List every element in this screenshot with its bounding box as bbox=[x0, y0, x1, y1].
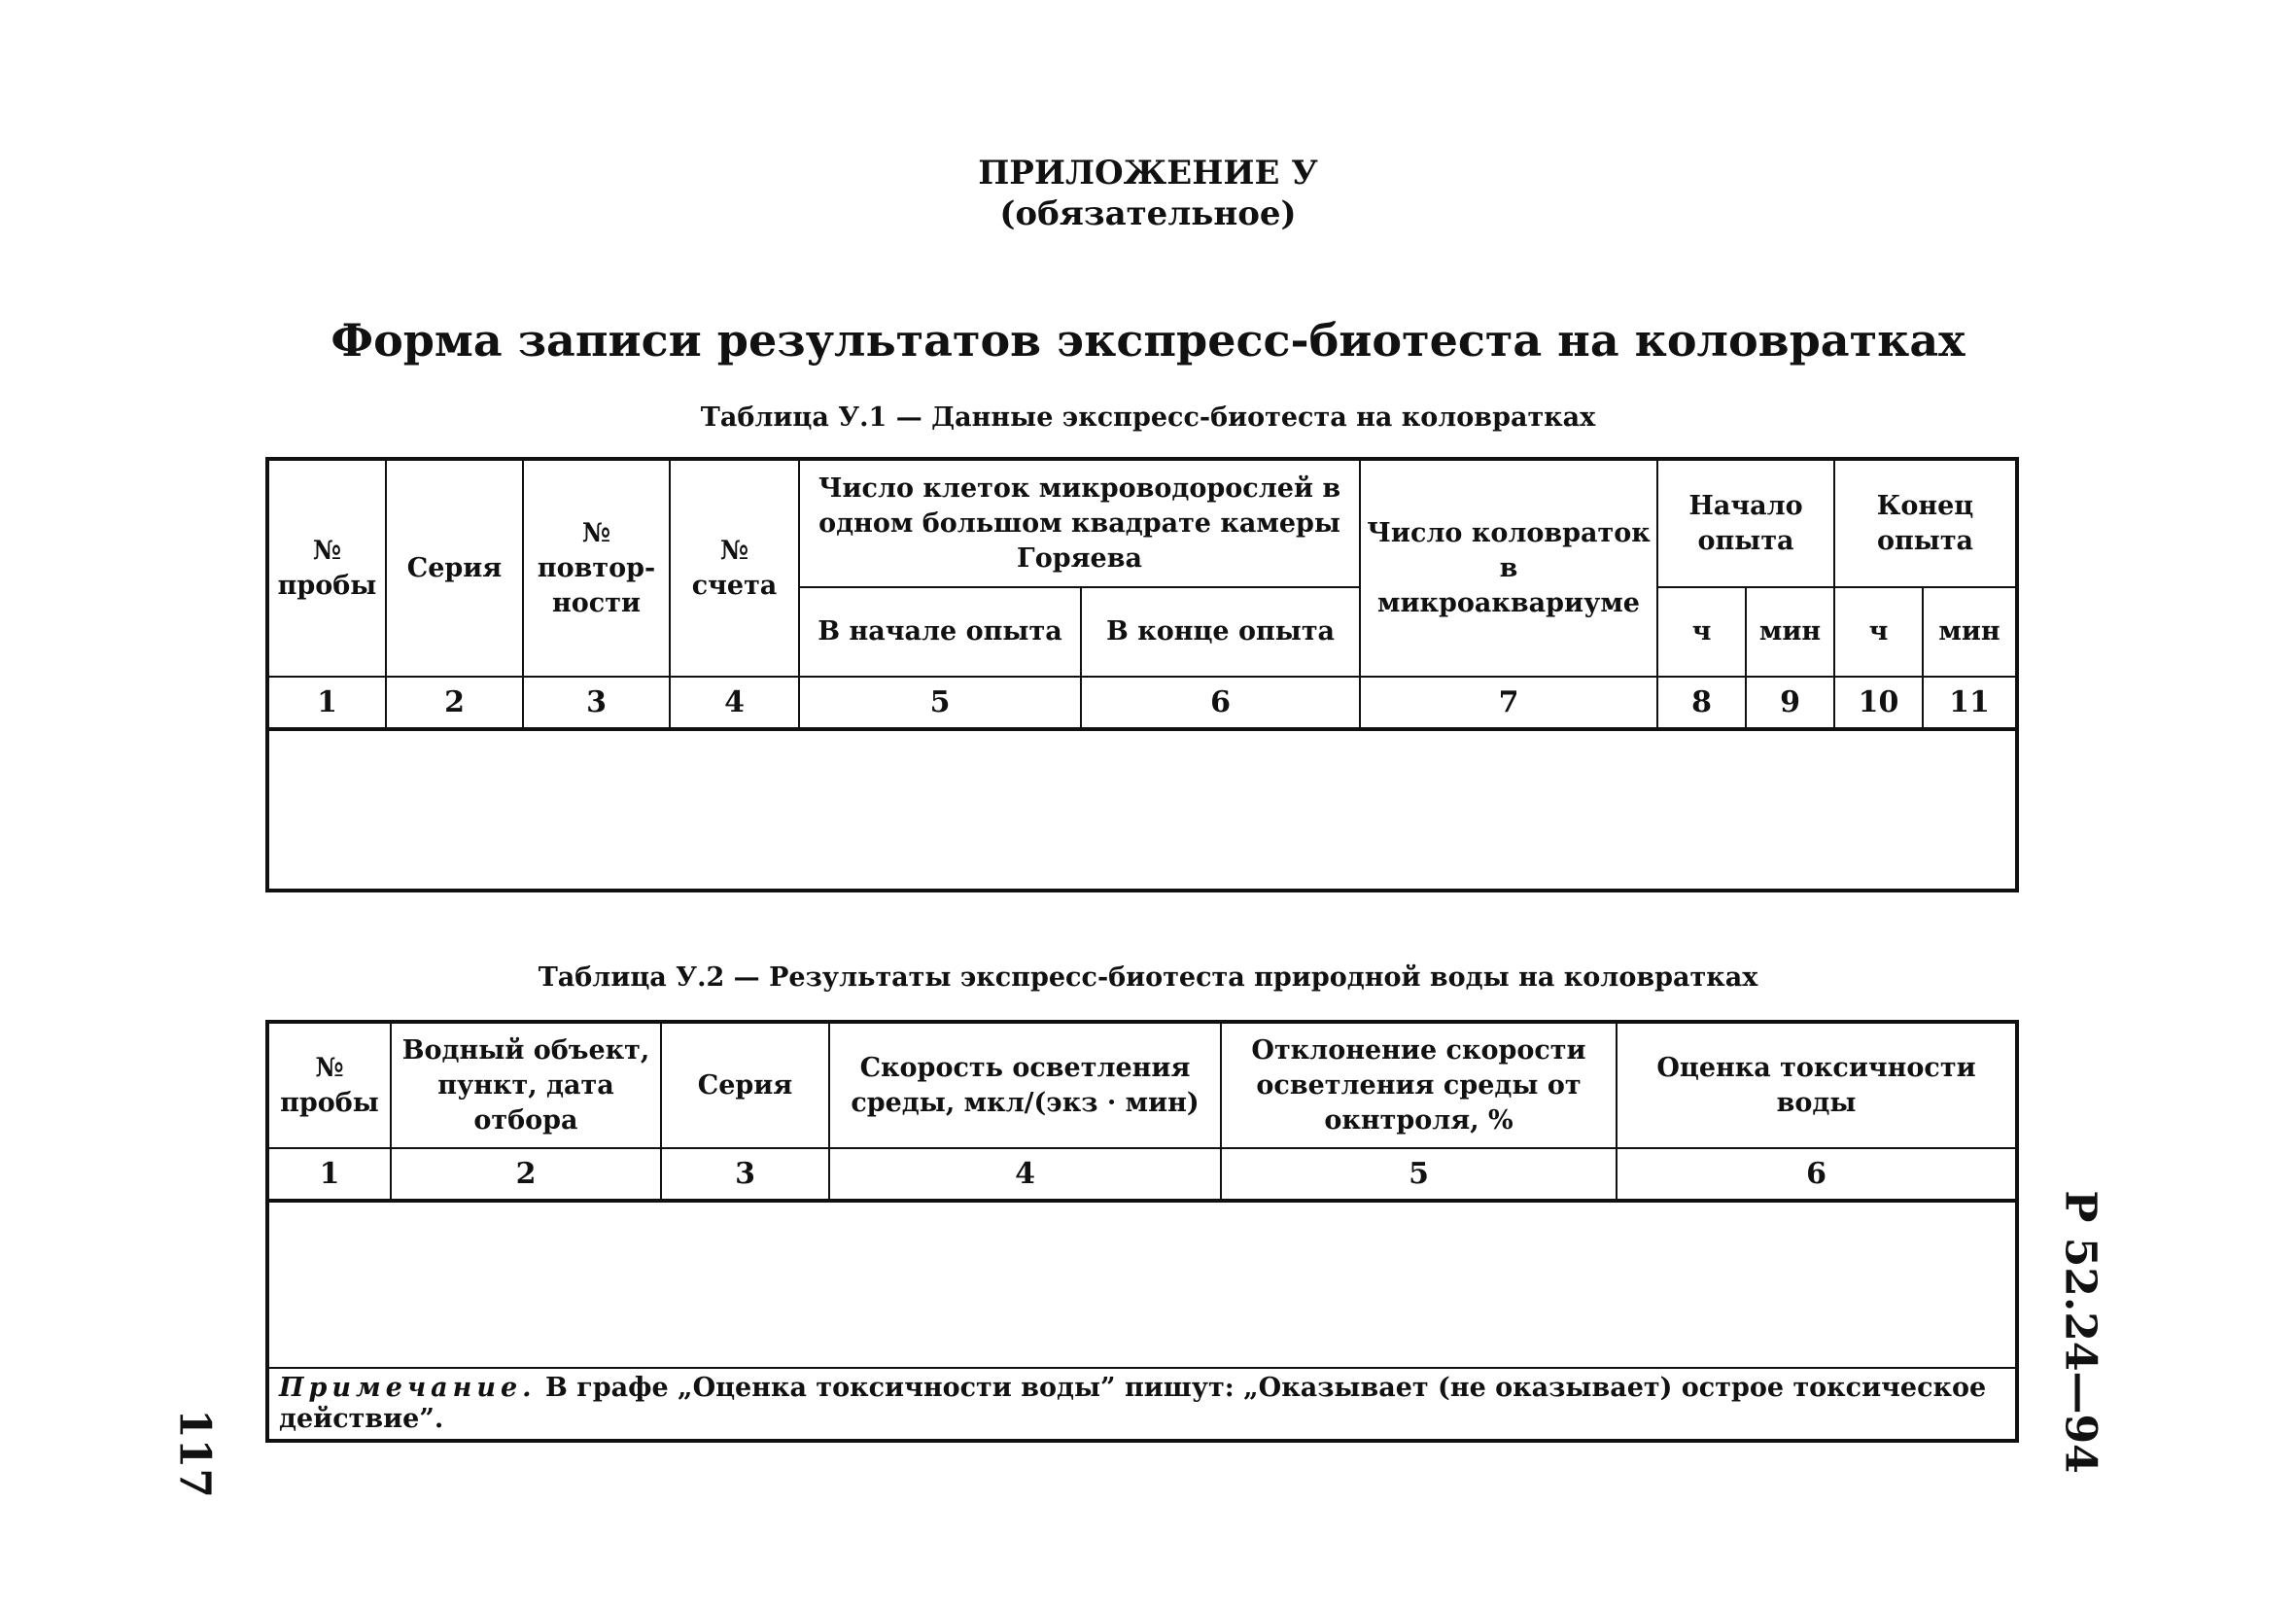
t1-col-number: 1 bbox=[267, 677, 386, 729]
t1-col-number: 4 bbox=[670, 677, 799, 729]
t1-header-repeat-no: № повтор- ности bbox=[523, 459, 670, 677]
t1-col-number: 5 bbox=[799, 677, 1081, 729]
t1-col-number: 2 bbox=[386, 677, 523, 729]
t1-header-sample-no: № пробы bbox=[267, 459, 386, 677]
note-label: Примечание. bbox=[279, 1373, 537, 1403]
t2-col-number: 5 bbox=[1221, 1148, 1617, 1201]
t1-col-number: 8 bbox=[1657, 677, 1746, 729]
t1-col-number: 7 bbox=[1360, 677, 1657, 729]
t2-header-water-body: Водный объект, пункт, дата отбора bbox=[391, 1022, 661, 1148]
t2-data-area bbox=[267, 1201, 2017, 1368]
t2-col-number: 2 bbox=[391, 1148, 661, 1201]
t1-header-exp-end: Конец опыта bbox=[1834, 459, 2017, 587]
page-number bbox=[165, 1381, 224, 1526]
t2-header-series: Серия bbox=[661, 1022, 829, 1148]
document-code-text: Р 52.24—94 bbox=[2055, 1190, 2105, 1474]
t1-header-exp-start: Начало опыта bbox=[1657, 459, 1834, 587]
t2-col-number: 1 bbox=[267, 1148, 391, 1201]
note-text: В графе „Оценка токсичности воды” пишут: „Оказывает (не оказывает) острое токсическое действие”. bbox=[279, 1373, 1987, 1434]
appendix-title: ПРИЛОЖЕНИЕ У bbox=[978, 154, 1318, 192]
t2-note bbox=[267, 1368, 2017, 1441]
table1 bbox=[265, 457, 2019, 892]
t1-header-cells-start: В начале опыта bbox=[799, 587, 1081, 677]
t1-header-cells-group: Число клеток микроводорослей в одном большом квадрате камеры Горяева bbox=[799, 459, 1360, 587]
t1-header-cells-end: В конце опыта bbox=[1081, 587, 1360, 677]
t1-header-rotifers: Число коловраток в микроаквариуме bbox=[1360, 459, 1657, 677]
t1-header-end-hour: ч bbox=[1834, 587, 1923, 677]
page-number-text: 117 bbox=[169, 1409, 220, 1498]
t1-col-number: 9 bbox=[1746, 677, 1834, 729]
form-title: Форма записи результатов экспресс-биотеста на коловратках bbox=[330, 314, 1966, 367]
t1-header-end-min: мин bbox=[1923, 587, 2017, 677]
t2-header-sample-no: № пробы bbox=[267, 1022, 391, 1148]
t1-col-number: 3 bbox=[523, 677, 670, 729]
appendix-subtitle: (обязательное) bbox=[999, 194, 1297, 233]
t2-col-number: 3 bbox=[661, 1148, 829, 1201]
t2-header-deviation: Отклонение скорости осветления среды от окнтроля, % bbox=[1221, 1022, 1617, 1148]
t2-header-clearing-rate: Скорость осветления среды, мкл/(экз · мин) bbox=[829, 1022, 1221, 1148]
table1-caption: Таблица У.1 — Данные экспресс-биотеста на коловратках bbox=[700, 402, 1596, 433]
document-code bbox=[2051, 1190, 2109, 1474]
t1-col-number: 11 bbox=[1923, 677, 2017, 729]
t1-header-count-no: № счета bbox=[670, 459, 799, 677]
t1-header-start-min: мин bbox=[1746, 587, 1834, 677]
t1-header-series: Серия bbox=[386, 459, 523, 677]
t1-header-start-hour: ч bbox=[1657, 587, 1746, 677]
table2-caption: Таблица У.2 — Результаты экспресс-биотеста природной воды на коловратках bbox=[538, 962, 1758, 993]
t2-header-toxicity: Оценка токсичности воды bbox=[1617, 1022, 2017, 1148]
t1-col-number: 10 bbox=[1834, 677, 1923, 729]
t2-col-number: 6 bbox=[1617, 1148, 2017, 1201]
t2-col-number: 4 bbox=[829, 1148, 1221, 1201]
t1-col-number: 6 bbox=[1081, 677, 1360, 729]
table2 bbox=[265, 1020, 2019, 1443]
t1-data-area bbox=[267, 729, 2017, 891]
